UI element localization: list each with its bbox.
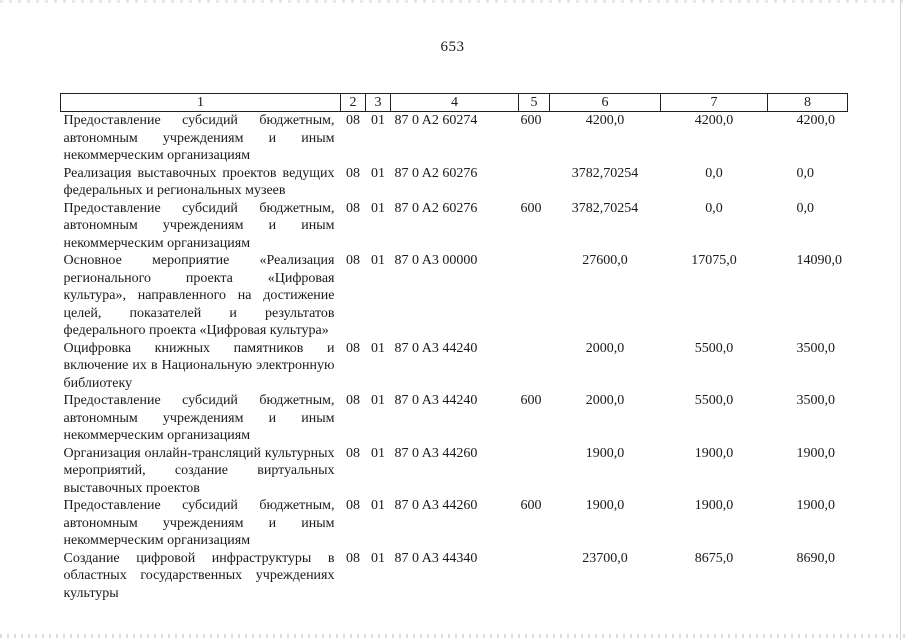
cell-subsection: 01 — [371, 550, 385, 566]
budget-table — [60, 93, 848, 602]
cell-section: 08 — [346, 340, 360, 356]
header-row — [61, 94, 848, 112]
cell-section: 08 — [346, 113, 360, 128]
cell-target-article: 87 0 A3 44240 — [394, 393, 478, 408]
cell-expense-type — [519, 340, 550, 393]
cell-target-article: 87 0 A3 00000 — [394, 253, 478, 268]
cell-amount-col8: 1900,0 — [796, 498, 835, 513]
cell-name: Предоставление субсидий бюджетным, автономным учреждениям и иным некоммерческим организациям — [63, 393, 335, 443]
cell-expense-type — [519, 550, 550, 603]
cell-name: Основное мероприятие «Реализация регионального проекта «Цифровая культура», направленного на достижение целей, показателей и результатов федерального проекта «Цифровая культура» — [63, 253, 335, 338]
table-row — [61, 165, 848, 200]
cell-amount-col6: 27600,0 — [582, 253, 628, 268]
table-row — [61, 497, 848, 550]
cell-subsection: 01 — [371, 113, 385, 128]
cell-amount-col7: 5500,0 — [694, 340, 734, 356]
cell-amount-col8: 0,0 — [796, 200, 814, 216]
table-header — [61, 94, 848, 112]
header-col-5: 5 — [519, 94, 550, 112]
cell-amount-col6: 4200,0 — [585, 113, 625, 128]
cell-amount-col7: 17075,0 — [691, 253, 737, 268]
cell-expense-type — [519, 445, 550, 498]
cell-amount-col6: 2000,0 — [585, 393, 625, 408]
cell-amount-col7: 8675,0 — [694, 550, 734, 566]
cell-amount-col7: 0,0 — [705, 200, 723, 216]
header-col-6: 6 — [550, 94, 661, 112]
cell-section: 08 — [346, 200, 360, 216]
cell-section: 08 — [346, 393, 360, 408]
cell-subsection: 01 — [371, 253, 385, 268]
cell-expense-type — [519, 165, 550, 200]
table-row — [61, 200, 848, 253]
cell-amount-col7: 1900,0 — [694, 498, 734, 513]
cell-expense-type: 600 — [520, 393, 542, 408]
cell-expense-type: 600 — [520, 200, 542, 216]
cell-expense-type: 600 — [520, 498, 542, 513]
cell-name: Создание цифровой инфраструктуры в областных государственных учреждениях культуры — [63, 550, 335, 601]
cell-name: Предоставление субсидий бюджетным, автономным учреждениям и иным некоммерческим организациям — [63, 498, 335, 548]
cell-subsection: 01 — [371, 340, 385, 356]
cell-section: 08 — [346, 498, 360, 513]
cell-amount-col6: 1900,0 — [585, 498, 625, 513]
cell-amount-col6: 3782,70254 — [571, 200, 639, 216]
header-col-2: 2 — [341, 94, 366, 112]
header-col-3: 3 — [366, 94, 391, 112]
page-number: 653 — [440, 39, 465, 55]
cell-amount-col8: 14090,0 — [796, 253, 842, 268]
cell-target-article: 87 0 A2 60274 — [394, 113, 478, 128]
table-row — [61, 252, 848, 340]
cell-amount-col7: 0,0 — [705, 165, 723, 181]
cell-amount-col6: 2000,0 — [585, 340, 625, 356]
header-col-8: 8 — [768, 94, 848, 112]
cell-subsection: 01 — [371, 165, 385, 181]
cell-expense-type: 600 — [520, 113, 542, 128]
cell-amount-col8: 3500,0 — [796, 393, 835, 408]
table-row — [61, 445, 848, 498]
cell-target-article: 87 0 A2 60276 — [394, 165, 478, 181]
table-body — [61, 112, 848, 603]
scan-edge-bottom — [0, 634, 905, 638]
cell-subsection: 01 — [371, 498, 385, 513]
cell-target-article: 87 0 A3 44240 — [394, 340, 478, 356]
cell-amount-col6: 23700,0 — [582, 550, 628, 566]
table-row — [61, 112, 848, 165]
cell-name: Реализация выставочных проектов ведущих федеральных и региональных музеев — [63, 165, 335, 198]
header-col-7: 7 — [661, 94, 768, 112]
cell-amount-col8: 8690,0 — [796, 550, 835, 566]
cell-amount-col8: 1900,0 — [796, 445, 835, 461]
cell-amount-col8: 3500,0 — [796, 340, 835, 356]
cell-subsection: 01 — [371, 445, 385, 461]
cell-section: 08 — [346, 445, 360, 461]
cell-section: 08 — [346, 253, 360, 268]
header-col-4: 4 — [391, 94, 519, 112]
cell-amount-col6: 3782,70254 — [571, 165, 639, 181]
table-row — [61, 392, 848, 445]
cell-name: Предоставление субсидий бюджетным, автономным учреждениям и иным некоммерческим организациям — [63, 113, 335, 163]
cell-name: Предоставление субсидий бюджетным, автономным учреждениям и иным некоммерческим организациям — [63, 200, 335, 251]
cell-name: Организация онлайн-трансляций культурных мероприятий, создание виртуальных выставочных проектов — [63, 445, 335, 496]
scan-edge-top — [0, 0, 905, 3]
cell-amount-col7: 4200,0 — [694, 113, 734, 128]
cell-amount-col7: 1900,0 — [694, 445, 734, 461]
cell-amount-col8: 0,0 — [796, 165, 814, 181]
cell-section: 08 — [346, 550, 360, 566]
table-row — [61, 340, 848, 393]
cell-section: 08 — [346, 165, 360, 181]
cell-target-article: 87 0 A3 44260 — [394, 445, 478, 461]
scan-edge-right — [900, 0, 901, 640]
header-col-1: 1 — [61, 94, 341, 112]
cell-target-article: 87 0 A3 44340 — [394, 550, 478, 566]
cell-subsection: 01 — [371, 393, 385, 408]
cell-amount-col7: 5500,0 — [694, 393, 734, 408]
cell-name: Оцифровка книжных памятников и включение их в Национальную электронную библиотеку — [63, 340, 335, 391]
cell-subsection: 01 — [371, 200, 385, 216]
cell-expense-type — [519, 252, 550, 340]
cell-target-article: 87 0 A3 44260 — [394, 498, 478, 513]
cell-amount-col8: 4200,0 — [796, 113, 835, 128]
cell-target-article: 87 0 A2 60276 — [394, 200, 478, 216]
cell-amount-col6: 1900,0 — [585, 445, 625, 461]
table-row — [61, 550, 848, 603]
